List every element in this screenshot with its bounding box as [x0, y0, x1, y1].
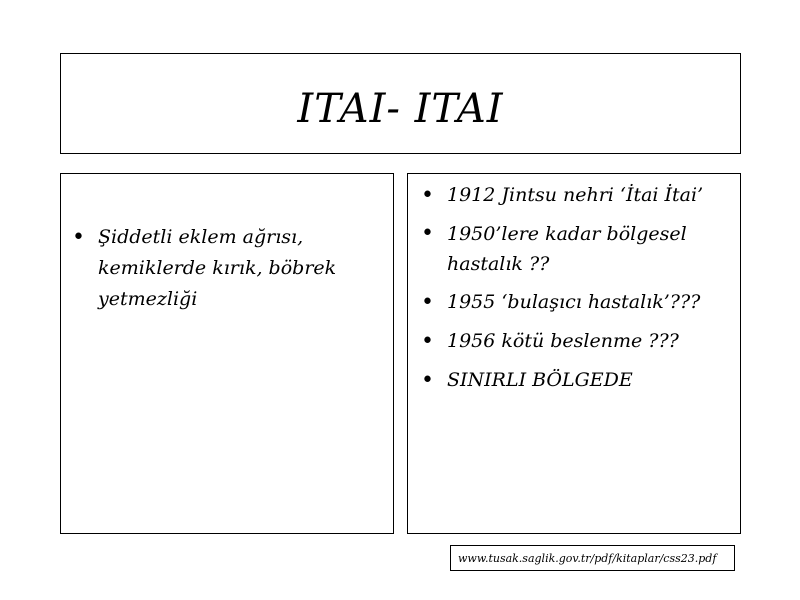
title-box — [60, 53, 741, 154]
bullet-icon: • — [421, 183, 434, 208]
list-item — [72, 222, 388, 315]
bullet-icon: • — [72, 225, 85, 250]
left-panel — [60, 173, 394, 534]
list-item — [421, 326, 737, 357]
bullet-icon: • — [421, 329, 434, 354]
list-item — [421, 180, 737, 211]
list-item — [421, 365, 737, 396]
list-item — [421, 219, 737, 279]
list-item-text: 1950’lere kadar bölgesel hastalık ?? — [447, 223, 687, 275]
list-item-text: 1955 ‘bulaşıcı hastalık’??? — [447, 291, 701, 313]
list-item — [421, 287, 737, 318]
source-citation-box — [450, 545, 735, 571]
list-item-text: Şiddetli eklem ağrısı, kemiklerde kırık, böbrek yetmezliği — [98, 226, 337, 310]
bullet-icon: • — [421, 368, 434, 393]
list-item-text: 1956 kötü beslenme ??? — [447, 330, 679, 352]
right-bullet-list — [421, 180, 737, 404]
bullet-icon: • — [421, 221, 434, 246]
list-item-text: SINIRLI BÖLGEDE — [447, 369, 633, 391]
slide-title: ITAI- ITAI — [297, 85, 504, 132]
list-item-text: 1912 Jintsu nehri ‘İtai İtai’ — [447, 184, 704, 206]
source-citation: www.tusak.saglik.gov.tr/pdf/kitaplar/css23.pdf — [458, 551, 717, 565]
bullet-icon: • — [421, 290, 434, 315]
right-panel — [407, 173, 741, 534]
left-bullet-list — [72, 222, 388, 315]
